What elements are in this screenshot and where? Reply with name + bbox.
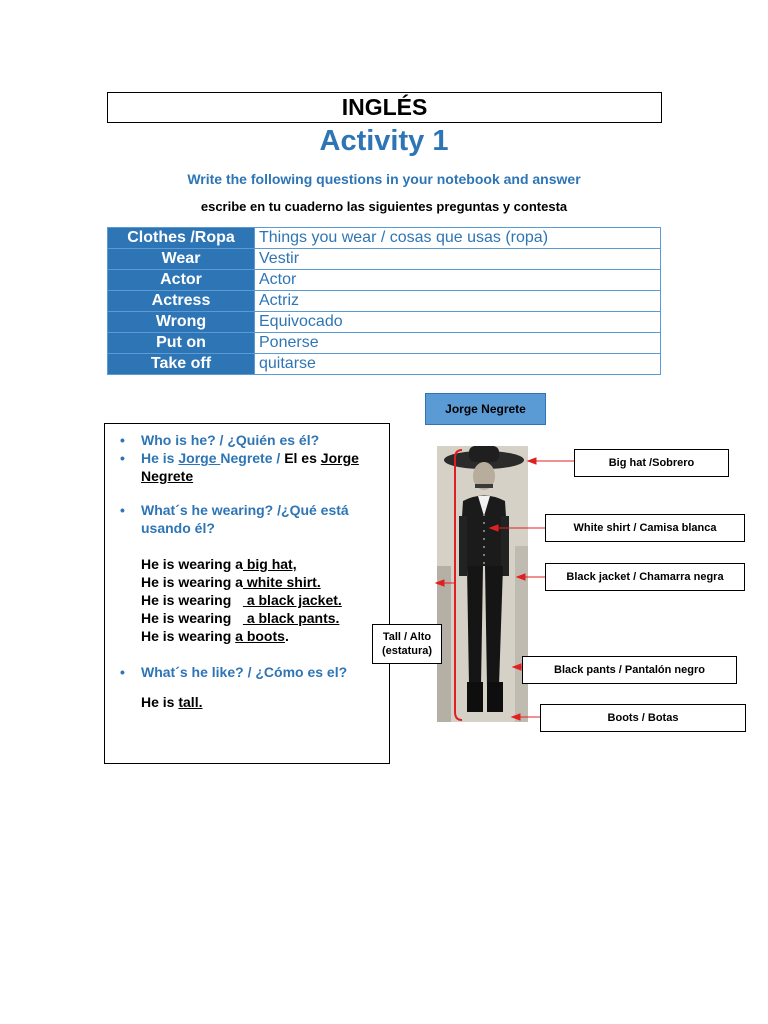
height-bracket [455, 450, 462, 720]
question-like: • What´s he like? / ¿Cómo es el? [120, 664, 348, 680]
question-wearing: • What´s he wearing? /¿Qué está usando él? [120, 502, 349, 536]
bullet-icon: • [120, 664, 125, 680]
vocab-english: Actress [108, 291, 255, 312]
bullet-icon: • [120, 432, 125, 448]
wearing-line: He is wearing a black jacket. [141, 592, 342, 608]
answer-like: He is tall. [141, 694, 203, 710]
bullet-icon: • [120, 502, 125, 518]
wearing-line: He is wearing a boots. [141, 628, 289, 644]
vocab-english: Actor [108, 270, 255, 291]
tall-arrowhead-icon [436, 580, 444, 586]
hat-arrowhead-icon [528, 458, 536, 464]
label-boots: Boots / Botas [540, 704, 746, 732]
instruction-english: Write the following questions in your notebook and answer [187, 171, 581, 187]
vocab-spanish: Actor [255, 270, 661, 291]
label-tall: Tall / Alto (estatura) [372, 624, 442, 664]
bullet-icon: • [120, 450, 125, 466]
wearing-line: He is wearing a black pants. [141, 610, 340, 626]
label-big-hat: Big hat /Sobrero [574, 449, 729, 477]
vocab-english: Wrong [108, 312, 255, 333]
answer-who: • He is Jorge Negrete / El es Jorge Negrete [120, 450, 359, 484]
page-title: INGLÉS [107, 92, 662, 123]
vocab-spanish: Ponerse [255, 333, 661, 354]
vocab-spanish: Things you wear / cosas que usas (ropa) [255, 228, 661, 249]
shirt-arrowhead-icon [490, 525, 498, 531]
question-who: • Who is he? / ¿Quién es él? [120, 432, 320, 448]
vocab-spanish: Vestir [255, 249, 661, 270]
activity-heading: Activity 1 [319, 125, 449, 157]
boots-arrowhead-icon [512, 714, 520, 720]
vocab-english: Put on [108, 333, 255, 354]
label-black-pants: Black pants / Pantalón negro [522, 656, 737, 684]
vocab-spanish: Actriz [255, 291, 661, 312]
name-label: Jorge Negrete [425, 393, 546, 425]
label-black-jacket: Black jacket / Chamarra negra [545, 563, 745, 591]
vocab-english: Clothes /Ropa [108, 228, 255, 249]
vocab-english: Wear [108, 249, 255, 270]
vocab-english: Take off [108, 354, 255, 375]
wearing-line: He is wearing a white shirt. [141, 574, 321, 590]
wearing-line: He is wearing a big hat, [141, 556, 297, 572]
vocab-spanish: quitarse [255, 354, 661, 375]
vocab-spanish: Equivocado [255, 312, 661, 333]
pants-arrowhead-icon [513, 664, 521, 670]
label-white-shirt: White shirt / Camisa blanca [545, 514, 745, 542]
instruction-spanish: escribe en tu cuaderno las siguientes preguntas y contesta [200, 199, 568, 214]
jacket-arrowhead-icon [517, 574, 525, 580]
